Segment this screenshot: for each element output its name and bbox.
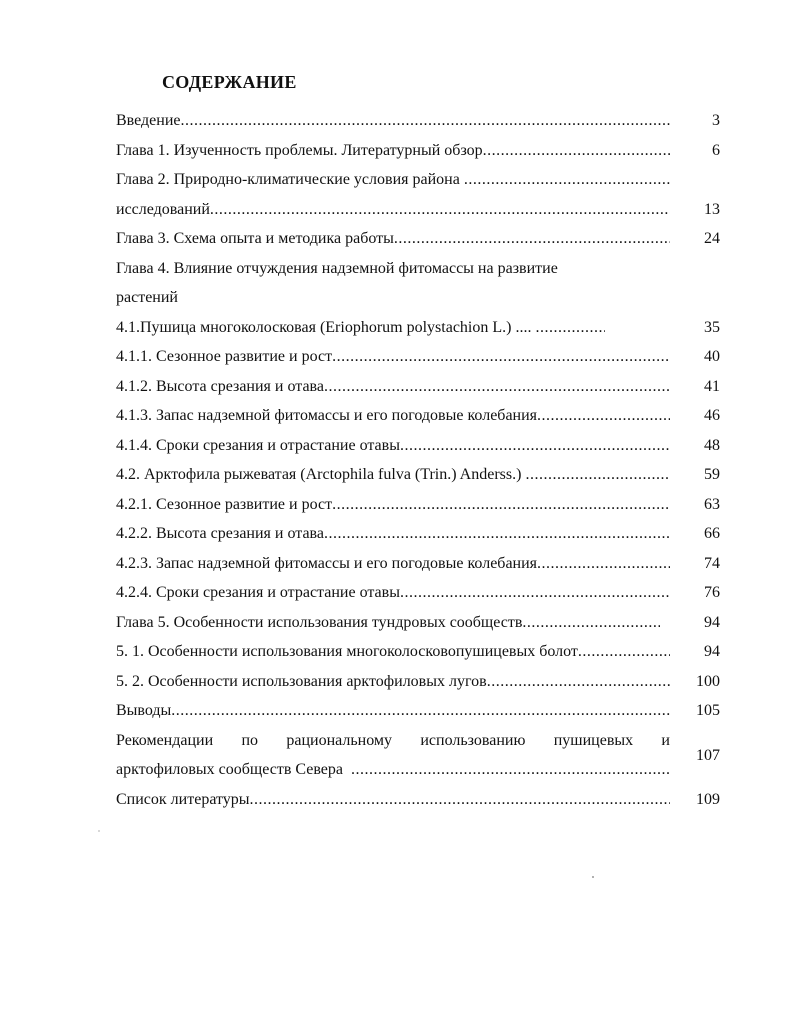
- leader-dots: [332, 342, 670, 372]
- toc-entry: [116, 637, 722, 667]
- toc-entry-text: Глава 4. Влияние отчуждения надземной фитомассы на развитие: [116, 259, 558, 277]
- leader-dots: [332, 490, 670, 520]
- toc-page-number: 59: [704, 466, 720, 483]
- leader-dots: [464, 165, 670, 195]
- leader-dots: [324, 372, 670, 402]
- scan-speck: [592, 876, 594, 878]
- leader-dots: [250, 785, 670, 815]
- toc-entry-text: Выводы: [116, 702, 172, 719]
- toc-page-number: 105: [696, 702, 720, 719]
- toc-entry: [116, 785, 722, 815]
- leader-dots: [525, 460, 670, 490]
- toc-page-number: 94: [704, 643, 720, 660]
- toc-page-number: 24: [704, 230, 720, 247]
- toc-entry-text: Глава 1. Изученность проблемы. Литературный обзор: [116, 141, 483, 159]
- page-title: СОДЕРЖАНИЕ: [162, 72, 297, 92]
- toc-entry-text: 4.1.4. Сроки срезания и отрастание отавы: [116, 436, 400, 454]
- toc-page-number: 3: [712, 112, 720, 129]
- toc-entry: [116, 224, 722, 254]
- leader-dots: [535, 313, 605, 343]
- toc-entry: [116, 460, 722, 490]
- toc-entry: [116, 136, 722, 166]
- toc-page-number: 46: [704, 407, 720, 424]
- toc-entry: [116, 696, 722, 726]
- toc-page-number: 63: [704, 495, 720, 513]
- toc-entry-text: 5. 2. Особенности использования арктофиловых лугов: [116, 672, 487, 690]
- toc-page-number: 6: [712, 141, 720, 159]
- leader-dots: [537, 401, 670, 431]
- toc-entry-text: 4.2.3. Запас надземной фитомассы и его погодовые колебания: [116, 554, 538, 572]
- leader-dots: [537, 549, 670, 579]
- toc-entry: [116, 195, 722, 225]
- toc-entry: [116, 401, 722, 431]
- toc-entry: [116, 313, 722, 343]
- toc-entry: [116, 726, 722, 785]
- toc-entry-text: 4.1.1. Сезонное развитие и рост: [116, 348, 333, 365]
- leader-dots: [487, 667, 670, 697]
- toc-entry: [116, 342, 722, 372]
- toc-entry: [116, 431, 722, 461]
- toc-entry: [116, 490, 722, 520]
- toc-entry: [116, 283, 722, 313]
- toc-page-number: 107: [696, 746, 720, 764]
- toc-entry-text: 5. 1. Особенности использования многоколосковопушицевых болот: [116, 643, 578, 660]
- toc-entry-text: Глава 3. Схема опыта и методика работы: [116, 230, 394, 247]
- toc-entry-text: Глава 2. Природно-климатические условия района: [116, 171, 460, 188]
- toc-page-number: 48: [704, 436, 720, 454]
- toc-entry-text: 4.1.2. Высота срезания и отава: [116, 377, 324, 395]
- toc-entry: [116, 608, 722, 638]
- toc-entry-text: 4.2.2. Высота срезания и отава: [116, 525, 324, 542]
- toc-page-number: 13: [704, 200, 720, 218]
- scan-speck: [98, 830, 100, 832]
- toc-entry-text: растений: [116, 289, 178, 306]
- toc-entry: [116, 519, 722, 549]
- toc-entry-text: Рекомендации по рациональному использованию пушицевых и: [116, 731, 670, 749]
- toc-page-number: 41: [704, 377, 720, 395]
- toc-page-number: 100: [696, 672, 720, 690]
- toc-page-number: 66: [704, 525, 720, 542]
- toc-page-number: 74: [704, 554, 720, 572]
- leader-dots: [522, 608, 660, 638]
- toc-page-number: 109: [696, 790, 720, 808]
- toc-entry: [116, 165, 722, 195]
- leader-dots: [210, 195, 670, 225]
- toc-entry-text: Введение: [116, 112, 181, 129]
- leader-dots: [483, 136, 670, 166]
- toc-entry-text: 4.1.Пушица многоколосковая (Eriophorum polystachion L.) ....: [116, 318, 532, 336]
- toc-entry: [116, 578, 722, 608]
- toc-page-number: 76: [704, 584, 720, 601]
- leader-dots: [181, 106, 671, 136]
- toc-entry: [116, 106, 722, 136]
- leader-dots: [578, 637, 670, 667]
- toc-page-number: 35: [704, 318, 720, 336]
- toc-entry-text: Список литературы: [116, 790, 250, 808]
- toc-entry-text: арктофиловых сообществ Севера: [116, 761, 344, 778]
- leader-dots: [400, 431, 670, 461]
- toc-entry-text: исследований: [116, 200, 210, 218]
- toc-entry-text: 4.2.4. Сроки срезания и отрастание отавы: [116, 584, 400, 601]
- toc-entry: [116, 254, 722, 284]
- leader-dots: [324, 519, 670, 549]
- leader-dots: [351, 755, 670, 785]
- toc-entry-text: 4.1.3. Запас надземной фитомассы и его погодовые колебания: [116, 407, 538, 424]
- leader-dots: [400, 578, 670, 608]
- toc-entry: [116, 549, 722, 579]
- toc-page-number: 40: [704, 348, 720, 365]
- toc-entry-text: 4.2.1. Сезонное развитие и рост: [116, 495, 333, 513]
- table-of-contents: [116, 106, 722, 814]
- leader-dots: [171, 696, 670, 726]
- toc-page-number: 94: [704, 613, 720, 631]
- toc-entry-text: Глава 5. Особенности использования тундровых сообществ: [116, 613, 523, 631]
- leader-dots: [394, 224, 670, 254]
- toc-entry: [116, 372, 722, 402]
- toc-entry-text: 4.2. Арктофила рыжеватая (Arctophila fulva (Trin.) Anderss.): [116, 466, 522, 483]
- toc-entry: [116, 667, 722, 697]
